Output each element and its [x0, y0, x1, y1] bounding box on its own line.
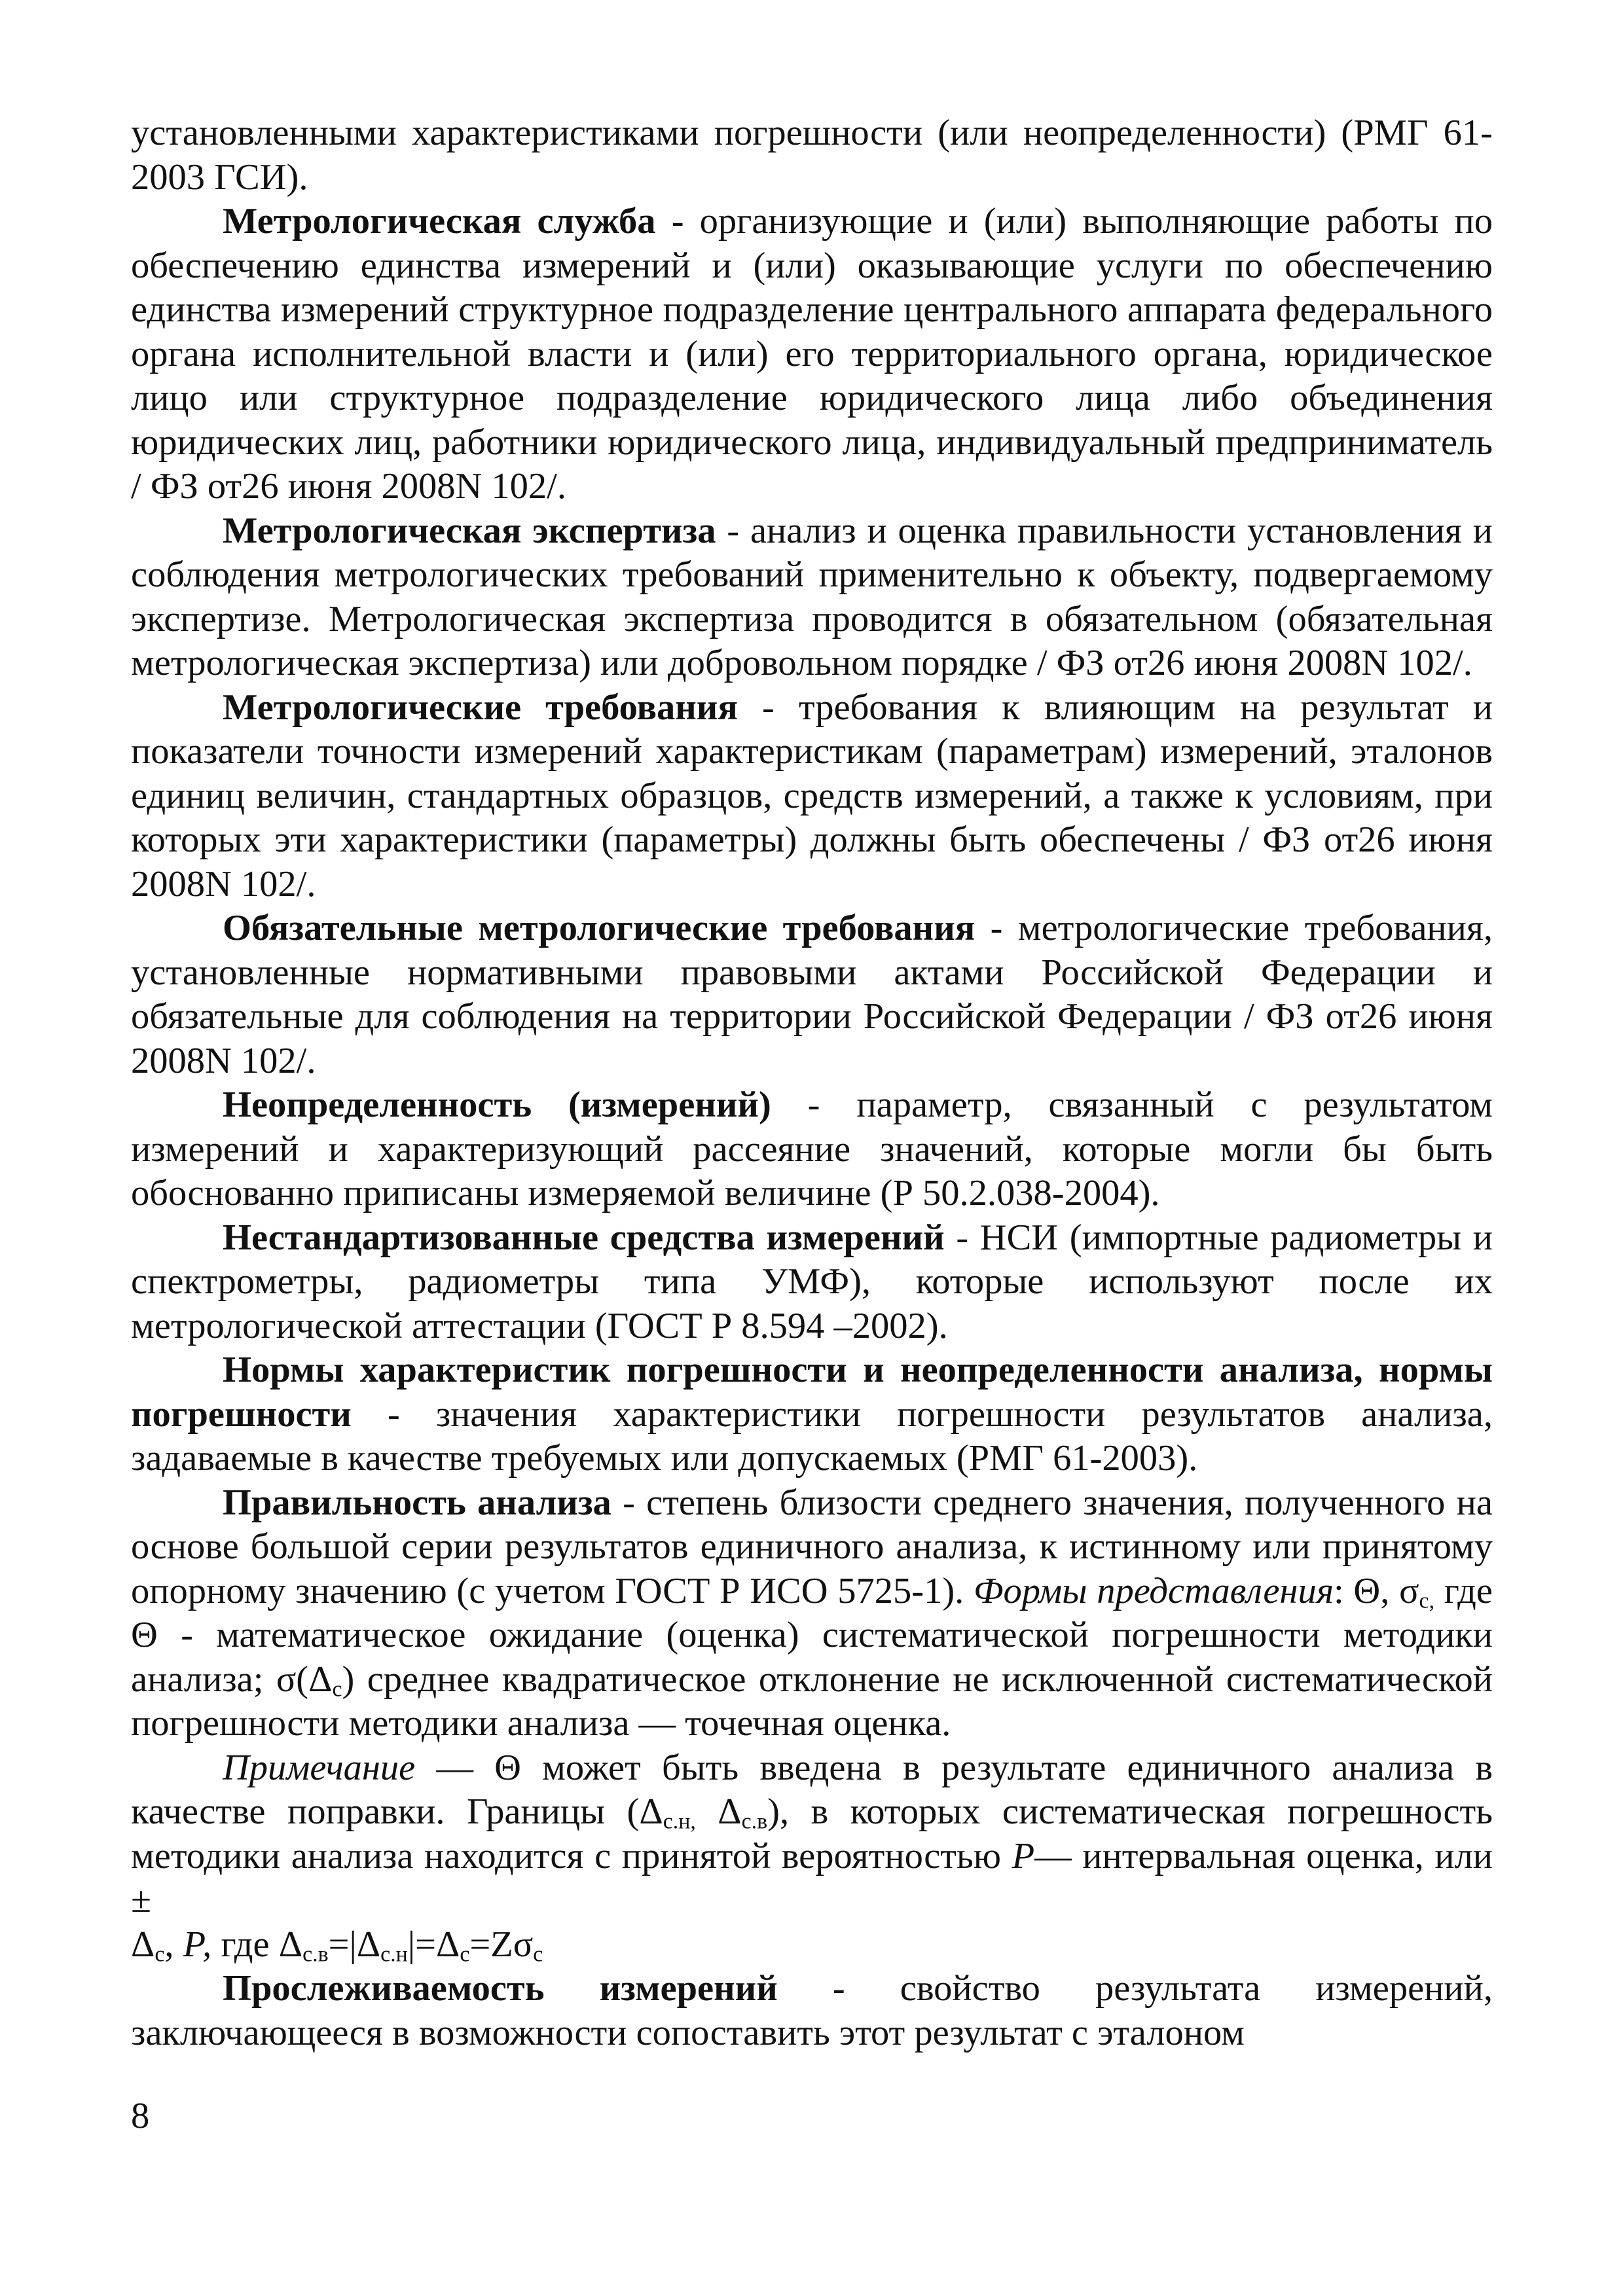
definition-nonstandard-instruments — [131, 1216, 1493, 1349]
page-number: 8 — [131, 2096, 150, 2136]
formula-text: =|Δ — [328, 1924, 381, 1965]
subscript: с — [460, 1941, 470, 1966]
definition-mandatory-requirements — [131, 906, 1493, 1083]
definition-text: - организующие и (или) выполняющие работы по обеспечению единства измерений и (или) оказывающие услуги по обеспечению единства измерений структурное подразделение центрального аппарата федерального органа исполнительной власти и (или) его территориального органа, юридическое лицо или структурное подразделение юридического лица либо объединения юридических лиц, работники юридического лица, индивидуальный предприниматель / ФЗ от26 июня 2008N 102/. — [131, 201, 1493, 507]
note-text: Δ — [695, 1791, 742, 1832]
term-trueness: Правильность анализа — [223, 1482, 611, 1523]
note-text: ), в которых систематическая погрешность методики анализа находится с принятой вероятностью — [131, 1791, 1493, 1876]
definition-text: - значения характеристики погрешности результатов анализа, задаваемые в качестве требуемых или допускаемых (РМГ 61-2003). — [131, 1393, 1493, 1479]
term-traceability: Прослеживаемость измерений — [223, 1968, 778, 2009]
note-text: — Θ может быть введена в результате единичного анализа в качестве поправки. Границы (Δ — [131, 1747, 1493, 1832]
definition-text: - параметр, связанный с результатом измерений и характеризующий рассеяние значений, которые могли бы быть обоснованно приписаны измеряемой величине (Р 50.2.038-2004). — [131, 1085, 1493, 1213]
term-mandatory-requirements: Обязательные метрологические требования — [223, 908, 976, 948]
term-metrological-requirements: Метрологические требования — [223, 687, 738, 728]
definition-text: - свойство результата измерений, заключающееся в возможности сопоставить этот результат с эталоном — [131, 1968, 1493, 2053]
subscript: с.в — [302, 1941, 329, 1966]
note-formula-line — [131, 1923, 1493, 1967]
subscript: с — [332, 1676, 342, 1701]
probability-symbol: Р, — [183, 1924, 212, 1965]
subscript: с — [155, 1941, 165, 1966]
subscript: с, — [1419, 1588, 1435, 1613]
definition-text: - степень близости среднего значения, полученного на основе большой серии результатов единичного анализа, к истинному или принятому опорному значению (с учетом ГОСТ Р ИСО 5725-1). — [131, 1482, 1493, 1611]
probability-symbol: Р — [1012, 1835, 1035, 1876]
subscript: с — [533, 1941, 543, 1966]
formula-text: Δ — [131, 1924, 155, 1965]
definition-metrological-requirements — [131, 686, 1493, 907]
definition-text: - метрологические требования, установленные нормативными правовыми актами Российской Федерации и обязательные для соблюдения на территории Российской Федерации / ФЗ от26 июня 2008N 102/. — [131, 908, 1493, 1081]
term-uncertainty: Неопределенность (измерений) — [223, 1085, 771, 1125]
term-metrological-expertise: Метрологическая экспертиза — [223, 510, 716, 551]
term-error-norms: Нормы характеристик погрешности и неопределенности анализа, нормы погрешности — [131, 1350, 1493, 1435]
definition-traceability — [131, 1967, 1493, 2055]
paragraph-text: установленными характеристиками погрешности (или неопределенности) (РМГ 61-2003 ГСИ). — [131, 113, 1493, 198]
note-paragraph — [131, 1746, 1493, 1923]
formula-text: |=Δ — [407, 1924, 460, 1965]
paragraph-continuation — [131, 111, 1493, 200]
formula-text: =Zσ — [469, 1924, 534, 1965]
definition-error-norms — [131, 1348, 1493, 1481]
term-nonstandard-instruments: Нестандартизованные средства измерений — [223, 1217, 945, 1258]
subscript: с.н, — [663, 1809, 696, 1834]
subscript: с.н — [380, 1941, 408, 1966]
document-body — [131, 111, 1493, 2055]
formula-text: , — [164, 1924, 183, 1965]
note-text: — интервальная оценка, или ± — [131, 1835, 1493, 1920]
formula-text: где Δ — [211, 1924, 303, 1965]
note-label: Примечание — [223, 1747, 416, 1788]
definition-text: - требования к влияющим на результат и показатели точности измерений характеристикам (параметрам) измерений, эталонов единиц величин, стандартных образцов, средств измерений, а также к условиям, при которых эти характеристики (параметры) должны быть обеспечены / ФЗ от26 июня 2008N 102/. — [131, 687, 1493, 905]
subscript: с.в — [741, 1809, 768, 1834]
formula-text: где Θ - математическое ожидание (оценка) систематической погрешности методики анализа; σ(Δ — [131, 1570, 1493, 1700]
forms-of-representation: Формы представления — [974, 1570, 1334, 1611]
formula-text: ) среднее квадратическое отклонение не исключенной систематической погрешности методики анализа — точечная оценка. — [131, 1659, 1493, 1744]
definition-uncertainty — [131, 1083, 1493, 1216]
definition-trueness — [131, 1481, 1493, 1746]
term-metrological-service: Метрологическая служба — [223, 201, 656, 242]
definition-text: - НСИ (импортные радиометры и спектрометры, радиометры типа УМФ), которые используют после их метрологической аттестации (ГОСТ Р 8.594 –2002). — [131, 1217, 1493, 1346]
definition-metrological-expertise — [131, 509, 1493, 686]
formula-text: : Θ, σ — [1333, 1570, 1419, 1611]
definition-metrological-service — [131, 200, 1493, 509]
definition-text: - анализ и оценка правильности установления и соблюдения метрологических требований применительно к объекту, подвергаемому экспертизе. Метрологическая экспертиза проводится в обязательном (обязательная метрологическая экспертиза) или добровольном порядке / ФЗ от26 июня 2008N 102/. — [131, 510, 1493, 683]
